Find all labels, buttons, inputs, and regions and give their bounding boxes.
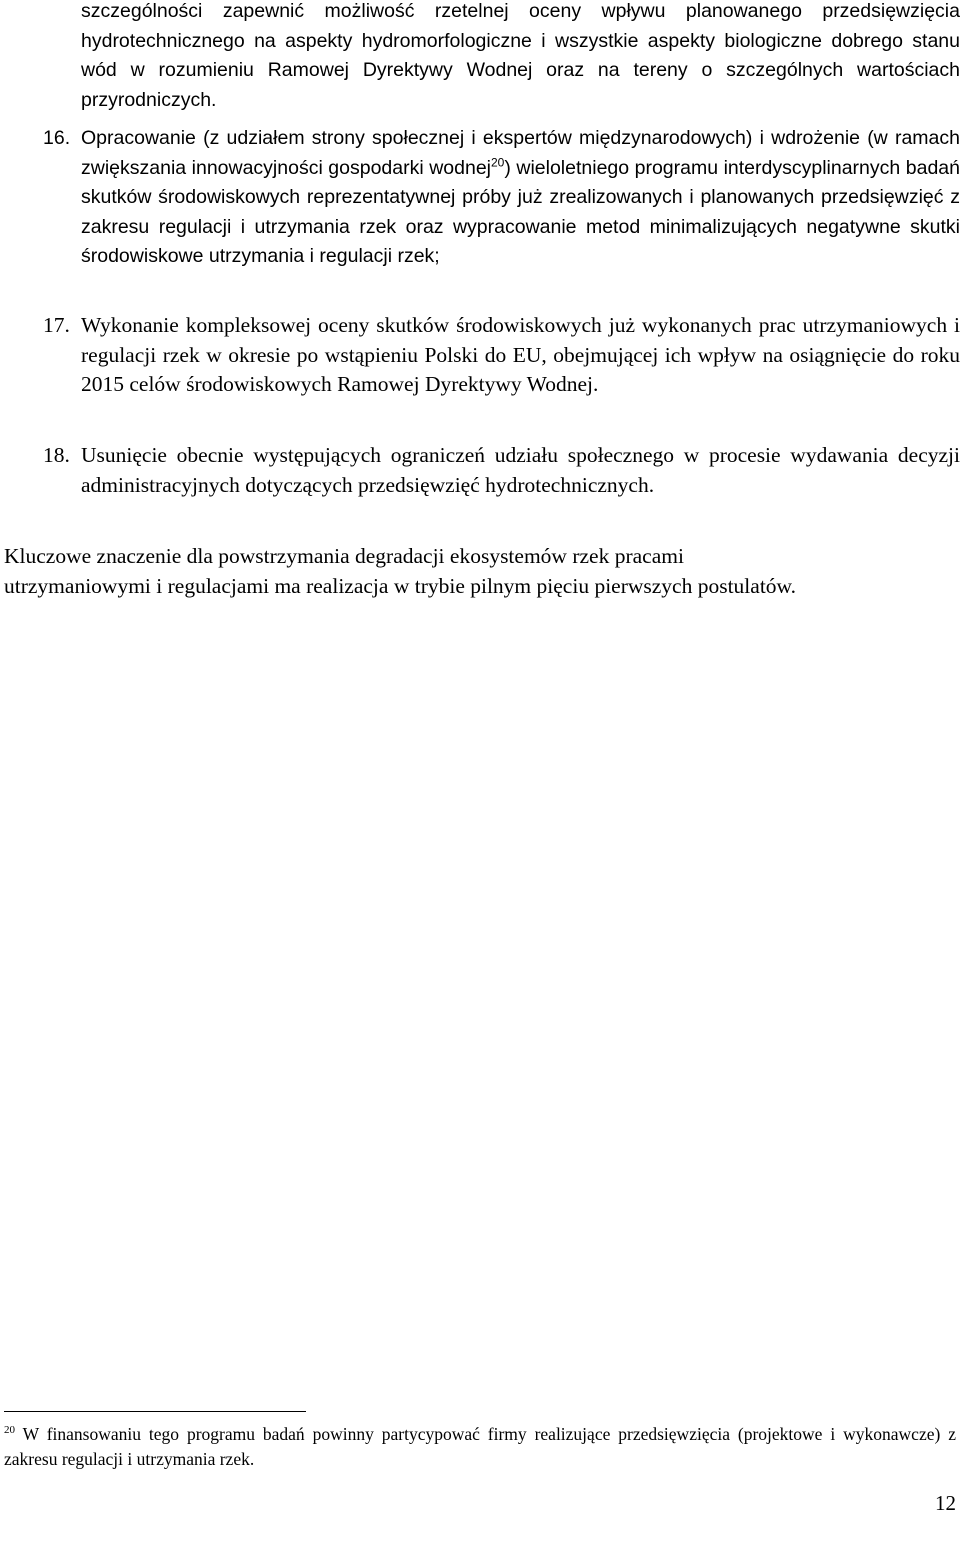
footnote-separator bbox=[4, 1411, 306, 1412]
list-item-text: Usunięcie obecnie występujących ograniczeń udziału społecznego w procesie wydawania decyzji administracyjnych dotyczących przedsięwzięć hydrotechnicznych. bbox=[81, 443, 960, 497]
footnote bbox=[4, 1422, 956, 1472]
summary-line-2: utrzymaniowymi i regulacjami ma realizacja w trybie pilnym pięciu pierwszych postulatów. bbox=[4, 574, 797, 598]
list-item-16 bbox=[43, 124, 960, 272]
summary-paragraph bbox=[4, 541, 950, 601]
footnote-text: W finansowaniu tego programu badań powinny partycypować firmy realizujące przedsięwzięcia (projektowe i wykonawcze) z zakresu regulacji i utrzymania rzek. bbox=[4, 1424, 956, 1469]
list-item-text: Wykonanie kompleksowej oceny skutków środowiskowych już wykonanych prac utrzymaniowych i regulacji rzek w okresie po wstąpieniu Polski do EU, obejmującej ich wpływ na osiągnięcie do roku 2015 celów środowiskowych Ramowej Dyrektywy Wodnej. bbox=[81, 313, 960, 396]
page-number: 12 bbox=[935, 1491, 956, 1515]
list-item-continuation bbox=[81, 0, 960, 115]
list-item-number: 18. bbox=[43, 443, 70, 467]
list-item-number: 16. bbox=[43, 127, 71, 149]
list-item-number: 17. bbox=[43, 313, 70, 337]
continuation-text: szczególności zapewnić możliwość rzetelnej oceny wpływu planowanego przedsięwzięcia hydrotechnicznego na aspekty hydromorfologiczne i wszystkie aspekty biologiczne dobrego stanu wód w rozumieniu Ramowej Dyrektywy Wodnej oraz na tereny o szczególnych wartościach przyrodniczych. bbox=[81, 0, 960, 111]
list-item-18 bbox=[43, 441, 960, 500]
list-item-text: Opracowanie (z udziałem strony społecznej i ekspertów międzynarodowych) i wdrożenie (w ramach zwiększania innowacyjności gospodarki wodnej bbox=[81, 127, 960, 179]
list-item-text-continued: ) wieloletniego programu interdyscyplinarnych badań skutków środowiskowych reprezentatywnej próby już zrealizowanych i planowanych przedsięwzięć z zakresu regulacji i utrzymania rzek oraz wypracowanie metod minimalizujących negatywne skutki środowiskowe utrzymania i regulacji rzek; bbox=[81, 156, 960, 267]
summary-line-1: Kluczowe znaczenie dla powstrzymania degradacji ekosystemów rzek pracami bbox=[4, 544, 684, 568]
footnote-number: 20 bbox=[4, 1424, 15, 1437]
footnote-reference[interactable]: 20 bbox=[491, 155, 505, 169]
list-item-17 bbox=[43, 311, 960, 400]
